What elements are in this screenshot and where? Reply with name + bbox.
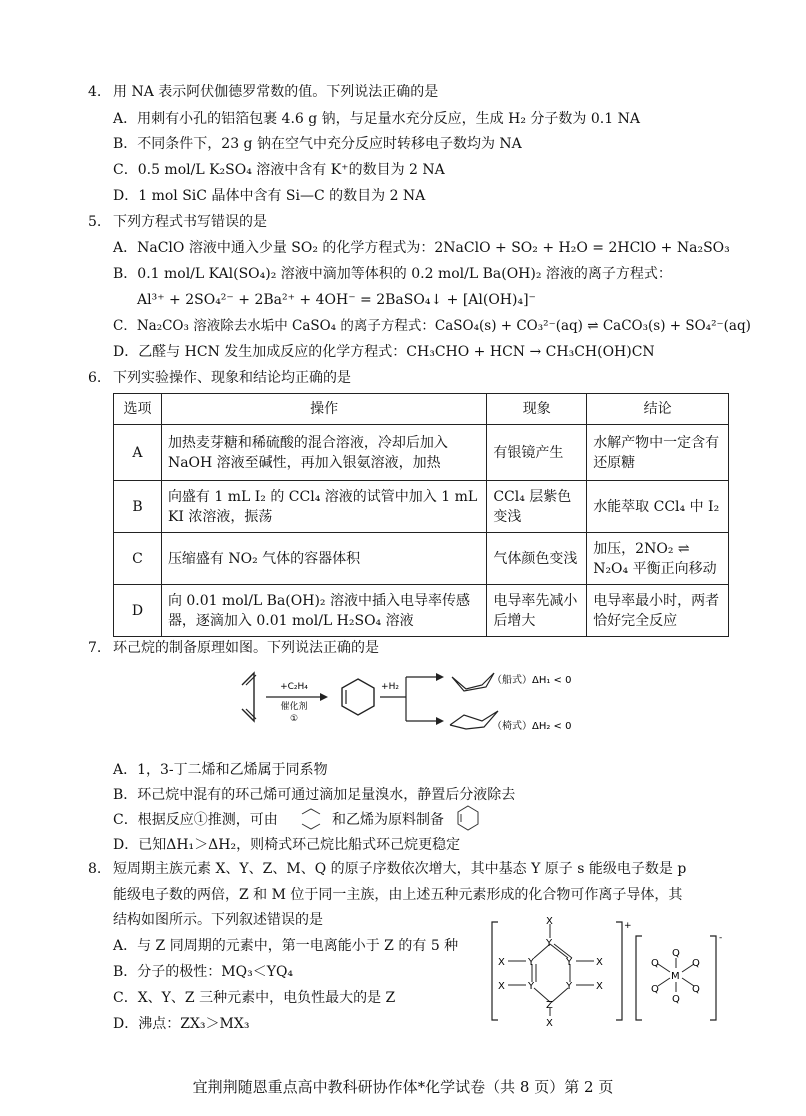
q4-option-c: C．0.5 mol/L K₂SO₄ 溶液中含有 K⁺的数目为 2 NA bbox=[113, 162, 445, 178]
cyclohexene-structure bbox=[342, 679, 374, 715]
svg-text:Z: Z bbox=[546, 1000, 553, 1011]
q4-stem: 用 NA 表示阿伏伽德罗常数的值。下列说法正确的是 bbox=[113, 84, 439, 100]
arrow1-bottom-label: ① bbox=[289, 714, 299, 724]
q4-option-d: D．1 mol SiC 晶体中含有 Si—C 的数目为 2 NA bbox=[113, 188, 426, 204]
q6-stem: 下列实验操作、现象和结论均正确的是 bbox=[113, 370, 351, 386]
table-cell: 向 0.01 mol/L Ba(OH)₂ 溶液中插入电导率传感器，逐滴加入 0.01 mol/L H₂SO₄ 溶液 bbox=[161, 585, 486, 637]
q7-option-c-part2: 和乙烯为原料制备 bbox=[332, 812, 444, 828]
q7-option-b: B．环己烷中混有的环己烯可通过滴加足量溴水，静置后分液除去 bbox=[113, 787, 516, 803]
table-cell: D bbox=[114, 585, 162, 637]
q8-number: 8. bbox=[88, 861, 102, 877]
boat-label: （船式）ΔH₁ < 0 bbox=[492, 675, 572, 686]
svg-text:X: X bbox=[596, 981, 603, 992]
svg-text:X: X bbox=[498, 957, 505, 968]
q4-option-b: B．不同条件下，23 g 钠在空气中充分反应时转移电子数均为 NA bbox=[113, 136, 522, 152]
svg-text:Y: Y bbox=[566, 981, 573, 992]
q5-stem: 下列方程式书写错误的是 bbox=[113, 214, 267, 230]
table-header: 操作 bbox=[161, 394, 486, 425]
q8-ion-structure bbox=[488, 912, 728, 1030]
table-header: 选项 bbox=[114, 394, 162, 425]
table-cell: 电导率先减小后增大 bbox=[487, 585, 587, 637]
butadiene-structure bbox=[242, 673, 254, 721]
q6-table bbox=[113, 393, 729, 637]
table-header: 现象 bbox=[487, 394, 587, 425]
table-row bbox=[114, 533, 729, 585]
svg-text:M: M bbox=[671, 971, 680, 982]
svg-text:Y: Y bbox=[546, 938, 553, 949]
table-cell: 电导率最小时，两者恰好完全反应 bbox=[587, 585, 729, 637]
q7-stem: 环己烷的制备原理如图。下列说法正确的是 bbox=[113, 640, 379, 656]
q4-number: 4. bbox=[88, 84, 102, 100]
chair-cyclohexane-structure bbox=[450, 711, 498, 729]
q8-option-c: C．X、Y、Z 三种元素中，电负性最大的是 Z bbox=[113, 990, 396, 1006]
q7-reaction-scheme bbox=[230, 665, 610, 753]
svg-text:Q: Q bbox=[692, 984, 700, 995]
q5-option-c: C．Na₂CO₃ 溶液除去水垢中 CaSO₄ 的离子方程式：CaSO₄(s) + CO₃²⁻(aq) ⇌ CaCO₃(s) + SO₄²⁻(aq) bbox=[113, 318, 751, 334]
q6-number: 6. bbox=[88, 370, 102, 386]
table-cell: 水解产物中一定含有还原糖 bbox=[587, 425, 729, 481]
table-cell: 加压，2NO₂ ⇌ N₂O₄ 平衡正向移动 bbox=[587, 533, 729, 585]
arrow1-top-label: +C₂H₄ bbox=[280, 682, 308, 692]
table-cell: A bbox=[114, 425, 162, 481]
table-cell: C bbox=[114, 533, 162, 585]
q8-option-a: A．与 Z 同周期的元素中，第一电离能小于 Z 的有 5 种 bbox=[113, 938, 459, 954]
table-cell: 向盛有 1 mL I₂ 的 CCl₄ 溶液的试管中加入 1 mL KI 浓溶液，振荡 bbox=[161, 481, 486, 533]
q7-option-d: D．已知ΔH₁＞ΔH₂，则椅式环己烷比船式环己烷更稳定 bbox=[113, 837, 461, 853]
q5-option-d: D．乙醛与 HCN 发生加成反应的化学方程式：CH₃CHO + HCN → CH₃CH(OH)CN bbox=[113, 344, 655, 360]
q8-option-b: B．分子的极性：MQ₃＜YQ₄ bbox=[113, 964, 294, 980]
table-cell: CCl₄ 层紫色变浅 bbox=[487, 481, 587, 533]
table-cell: 压缩盛有 NO₂ 气体的容器体积 bbox=[161, 533, 486, 585]
q5-number: 5. bbox=[88, 214, 102, 230]
svg-text:X: X bbox=[546, 916, 553, 927]
q7-option-a: A．1，3-丁二烯和乙烯属于同系物 bbox=[113, 762, 328, 778]
q7-number: 7. bbox=[88, 640, 102, 656]
table-row bbox=[114, 425, 729, 481]
cyclohexadiene-small-icon bbox=[454, 804, 482, 832]
q5-option-b-equation: Al³⁺ + 2SO₄²⁻ + 2Ba²⁺ + 4OH⁻ = 2BaSO₄↓ + [Al(OH)₄]⁻ bbox=[137, 292, 536, 308]
arrow2-top-label: +H₂ bbox=[381, 682, 399, 692]
table-cell: 水能萃取 CCl₄ 中 I₂ bbox=[587, 481, 729, 533]
table-header-row bbox=[114, 394, 729, 425]
table-header: 结论 bbox=[587, 394, 729, 425]
svg-text:X: X bbox=[498, 981, 505, 992]
svg-text:Y: Y bbox=[566, 957, 573, 968]
svg-text:-: - bbox=[719, 933, 723, 943]
svg-text:Q: Q bbox=[651, 958, 659, 969]
table-cell: 加热麦芽糖和稀硫酸的混合溶液，冷却后加入 NaOH 溶液至碱性，再加入银氨溶液，加热 bbox=[161, 425, 486, 481]
svg-text:X: X bbox=[546, 1018, 553, 1029]
q8-stem-line1: 短周期主族元素 X、Y、Z、M、Q 的原子序数依次增大，其中基态 Y 原子 s 能级电子数是 p bbox=[113, 861, 687, 877]
diene-small-icon bbox=[298, 806, 324, 832]
q4-option-a: A．用刺有小孔的铝箔包裹 4.6 g 钠，与足量水充分反应，生成 H₂ 分子数为 0.1 NA bbox=[113, 111, 640, 127]
q5-option-b: B．0.1 mol/L KAl(SO₄)₂ 溶液中滴加等体积的 0.2 mol/L Ba(OH)₂ 溶液的离子方程式： bbox=[113, 266, 672, 282]
svg-text:Q: Q bbox=[672, 994, 680, 1005]
page-footer: 宜荆荆随恩重点高中教科研协作体*化学试卷（共 8 页）第 2 页 bbox=[192, 1078, 614, 1096]
chair-label: （椅式）ΔH₂ < 0 bbox=[492, 721, 572, 732]
table-cell: 气体颜色变浅 bbox=[487, 533, 587, 585]
q7-option-c-part1: C．根据反应①推测，可由 bbox=[113, 812, 278, 828]
svg-text:Y: Y bbox=[528, 957, 535, 968]
table-row bbox=[114, 481, 729, 533]
svg-text:Q: Q bbox=[651, 984, 659, 995]
svg-text:Q: Q bbox=[692, 958, 700, 969]
q5-option-a: A．NaClO 溶液中通入少量 SO₂ 的化学方程式为：2NaClO + SO₂ + H₂O = 2HClO + Na₂SO₃ bbox=[113, 240, 730, 256]
svg-text:X: X bbox=[596, 957, 603, 968]
svg-text:+: + bbox=[624, 921, 632, 931]
q8-stem-line3: 结构如图所示。下列叙述错误的是 bbox=[113, 912, 323, 928]
table-row bbox=[114, 585, 729, 637]
svg-text:Q: Q bbox=[672, 948, 680, 959]
arrow1-mid-label: 催化剂 bbox=[280, 702, 308, 712]
boat-cyclohexane-structure bbox=[452, 673, 494, 691]
table-cell: B bbox=[114, 481, 162, 533]
svg-text:Y: Y bbox=[528, 981, 535, 992]
table-cell: 有银镜产生 bbox=[487, 425, 587, 481]
q8-stem-line2: 能级电子数的两倍，Z 和 M 位于同一主族，由上述五种元素形成的化合物可作离子导体，其 bbox=[113, 887, 683, 903]
q8-option-d: D．沸点：ZX₃＞MX₃ bbox=[113, 1016, 250, 1032]
